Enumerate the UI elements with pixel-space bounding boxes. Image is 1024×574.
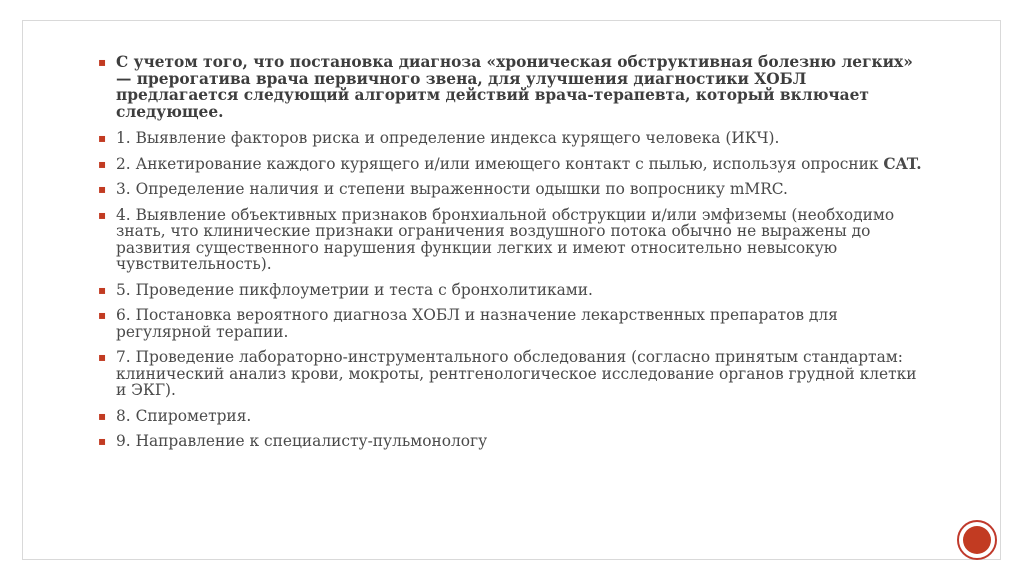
- bullet-icon: ▪: [98, 350, 107, 364]
- list-item-emphasis: CAT.: [883, 154, 922, 173]
- list-item-text: 2. Анкетирование каждого курящего и/или имеющего контакт с пылью, используя опросник: [116, 154, 884, 173]
- bullet-icon: ▪: [98, 308, 107, 322]
- list-item: [98, 156, 928, 173]
- bullet-icon: ▪: [98, 182, 107, 196]
- bullet-icon: ▪: [98, 156, 107, 171]
- slide-nav-button[interactable]: [957, 520, 997, 560]
- list-item-text: 6. Постановка вероятного диагноза ХОБЛ и назначение лекарственных препаратов для регулярной терапии.: [116, 306, 838, 341]
- list-item: [98, 408, 928, 425]
- circle-icon: [963, 526, 991, 554]
- bullet-icon: ▪: [98, 55, 107, 69]
- list-item-text: 5. Проведение пикфлоуметрии и теста с бронхолитиками.: [116, 280, 593, 299]
- list-item: [98, 181, 928, 198]
- list-item: [98, 349, 928, 399]
- list-item: [98, 282, 928, 299]
- slide-content: [98, 54, 928, 459]
- list-item: [98, 307, 928, 340]
- bullet-icon: ▪: [98, 282, 107, 297]
- bullet-icon: ▪: [98, 434, 107, 448]
- list-item-text: 9. Направление к специалисту-пульмонологу: [116, 432, 488, 450]
- list-item: [98, 207, 928, 273]
- list-item-text: 7. Проведение лабораторно-инструментального обследования (согласно принятым стандартам: клинический анализ крови, мокроты, рентгенологическое исследование органов грудной клетки и ЭКГ).: [116, 348, 917, 399]
- list-item-text: 1. Выявление факторов риска и определение индекса курящего человека (ИКЧ).: [116, 129, 780, 147]
- list-item-text: 4. Выявление объективных признаков бронхиальной обструкции и/или эмфиземы (необходимо знать, что клинические признаки ограничения воздушного потока обычно не выражены до развития существенного нарушения функции легких и имеют относительно невысокую чувствительность).: [116, 205, 895, 273]
- bullet-icon: ▪: [98, 207, 107, 222]
- list-item-text: 8. Спирометрия.: [116, 406, 252, 425]
- list-item: [98, 130, 928, 147]
- list-item: [98, 433, 928, 450]
- list-item-text: 3. Определение наличия и степени выраженности одышки по вопроснику mMRC.: [116, 180, 788, 198]
- list-item-text: С учетом того, что постановка диагноза «хроническая обструктивная болезню легких» — прерогатива врача первичного звена, для улучшения диагностики ХОБЛ предлагается следующий алгоритм действий врача-терапевта, который включает следующее.: [116, 53, 913, 121]
- bullet-icon: ▪: [98, 408, 107, 423]
- list-item-intro: [98, 54, 928, 120]
- bullet-icon: ▪: [98, 131, 107, 145]
